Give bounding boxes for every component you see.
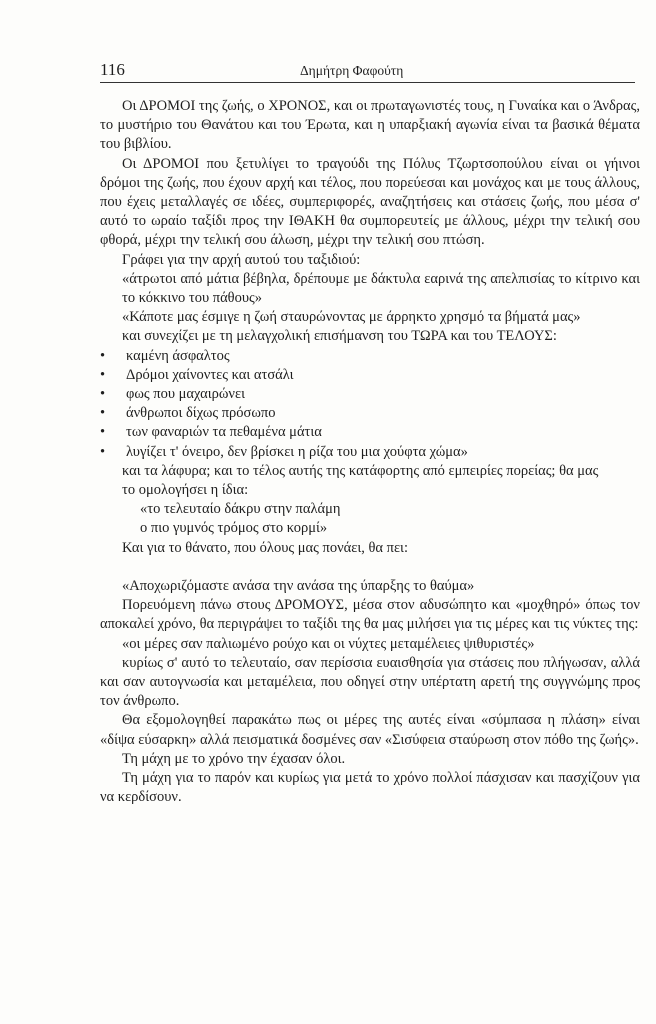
bullet-list — [100, 347, 640, 462]
page-header — [100, 60, 635, 83]
bullet-mark: • — [100, 443, 106, 460]
quote: «Κάποτε μας έσμιγε η ζωή σταυρώνοντας με άρρηκτο χρησμό τα βήματά μας» — [122, 309, 581, 326]
spacer — [100, 558, 640, 577]
paragraph: και συνεχίζει με τη μελαγχολική επισήμανση του ΤΩΡΑ και του ΤΕΛΟΥΣ: — [122, 328, 557, 345]
list-item — [100, 366, 640, 385]
paragraph: Πορευόμενη πάνω στους ΔΡΟΜΟΥΣ, μέσα στον αδυσώπητο και «μοχθηρό» όπως τον αποκαλεί χρόνο, θα περιγράψει το ταξίδι της θα μας μιλήσει για τις μέρες και τις νύκτες της: — [100, 597, 640, 633]
body-text — [100, 97, 640, 808]
quote: «οι μέρες σαν παλιωμένο ρούχο και οι νύχτες μεταμέλειες ψιθυριστές» — [122, 635, 535, 652]
quote: «άτρωτοι από μάτια βέβηλα, δρέπουμε με δάκτυλα εαρινά της απελπισίας το κίτρινο και το κόκκινο του πάθους» — [122, 270, 640, 307]
list-item — [100, 423, 640, 442]
paragraph: Γράφει για την αρχή αυτού του ταξιδιού: — [122, 251, 361, 268]
verse-line: «το τελευταίο δάκρυ στην παλάμη — [140, 501, 341, 518]
list-item-text: καμένη άσφαλτος — [126, 347, 230, 364]
paragraph: το ομολογήσει η ίδια: — [122, 482, 249, 499]
paragraph: Οι ΔΡΟΜΟΙ που ξετυλίγει το τραγούδι της Πόλυς Τζωρτσοπούλου είναι οι γήινοι δρόμοι της ζωής, που έχουν αρχή και τέλος, που πορεύεσαι και μονάχος και με τους άλλους, που έχεις μεταλλαγές σε ιδέες, συμπεριφορές, αναζητήσεις και στάσεις ζωής, που μέσα σ' αυτό το ωραίο ταξίδι προς την ΙΘΑΚΗ θα συμπορευτείς με άλλους, μέχρι την τελική σου φθορά, μέχρι την τελική σου άλωση, μέχρι την τελική σου πτώση. — [100, 155, 640, 249]
list-item — [100, 347, 640, 366]
running-title: Δημήτρη Φαφούτη — [300, 63, 404, 78]
list-item-text: λυγίζει τ' όνειρο, δεν βρίσκει η ρίζα του μια χούφτα χώμα» — [126, 443, 468, 460]
bullet-mark: • — [100, 424, 106, 441]
quote: «Αποχωριζόμαστε ανάσα την ανάσα της ύπαρξης το θαύμα» — [122, 578, 475, 595]
list-item-text: φως που μαχαιρώνει — [126, 386, 245, 403]
list-item-text: των φαναριών τα πεθαμένα μάτια — [126, 424, 322, 441]
list-item — [100, 404, 640, 423]
paragraph: Οι ΔΡΟΜΟΙ της ζωής, ο ΧΡΟΝΟΣ, και οι πρωταγωνιστές τους, η Γυναίκα και ο Άνδρας, το μυστήριο του Θανάτου και του Έρωτα, και η υπαρξιακή αγωνία είναι τα βασικά θέματα του βιβλίου. — [100, 98, 640, 153]
paragraph: και τα λάφυρα; και το τέλος αυτής της κατάφορτης από εμπειρίες πορείας; θα μας — [122, 462, 599, 479]
verse-line: ο πιο γυμνός τρόμος στο κορμί» — [140, 520, 328, 537]
bullet-mark: • — [100, 366, 106, 383]
page-number: 116 — [100, 60, 125, 79]
paragraph: Και για το θάνατο, που όλους μας πονάει, θα πει: — [122, 539, 408, 556]
list-item-text: Δρόμοι χαίνοντες και ατσάλι — [126, 366, 294, 383]
list-item — [100, 443, 640, 462]
paragraph: Θα εξομολογηθεί παρακάτω πως οι μέρες της αυτές είναι «σύμπασα η πλάση» είναι «δίψα εύσαρκη» αλλά πεισματικά δοσμένες σαν «Σισύφεια σταύρωση στον πόθο της ζωής». — [100, 712, 640, 748]
list-item — [100, 385, 640, 404]
bullet-mark: • — [100, 405, 106, 422]
list-item-text: άνθρωποι δίχως πρόσωπο — [126, 405, 276, 422]
paragraph: Τη μάχη με το χρόνο την έχασαν όλοι. — [122, 750, 346, 767]
paragraph: Τη μάχη για το παρόν και κυρίως για μετά το χρόνο πολλοί πάσχισαν και πασχίζουν για να κερδίσουν. — [100, 770, 640, 806]
bullet-mark: • — [100, 347, 106, 364]
paragraph: κυρίως σ' αυτό το τελευταίο, σαν περίσσια ευαισθησία για στάσεις που πλήγωσαν, αλλά και σαν αυτογνωσία και μεταμέλεια, που οδηγεί στην υπέρτατη αρετή της συγγνώμης προς τον άνθρωπο. — [100, 654, 640, 710]
bullet-mark: • — [100, 386, 106, 403]
